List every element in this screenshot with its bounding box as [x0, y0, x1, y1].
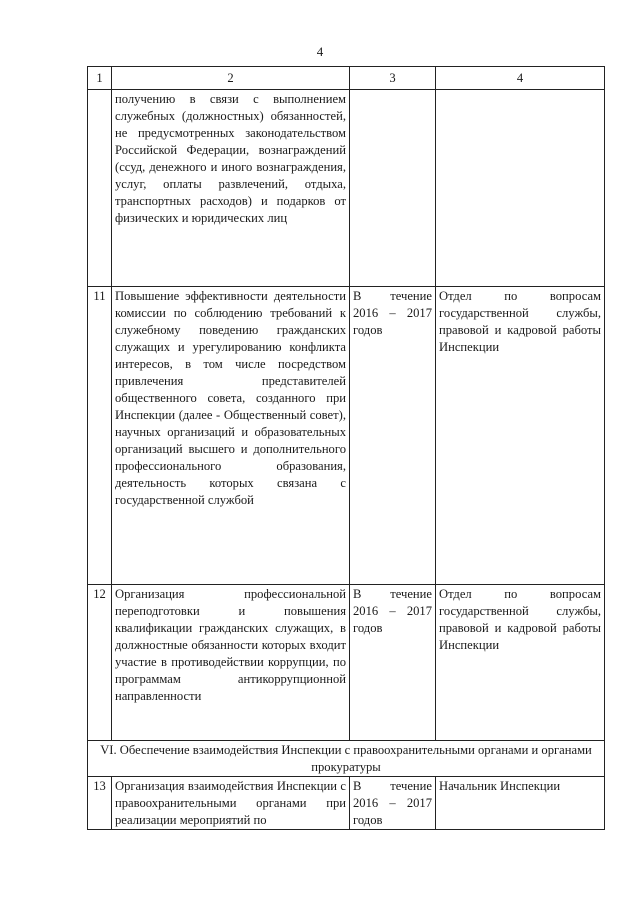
measure-term — [350, 90, 436, 287]
table-row — [88, 90, 605, 287]
measure-term: В течение 2016 – 2017 годов — [350, 585, 436, 741]
measure-description: Организация профессиональной переподготовки и повышения квалификации гражданских служащих, в должностные обязанности которых входит участие в противодействии коррупции, по программам антикоррупционной направленности — [112, 585, 350, 741]
responsible-unit: Отдел по вопросам государственной службы, правовой и кадровой работы Инспекции — [436, 585, 605, 741]
responsible-unit: Отдел по вопросам государственной службы, правовой и кадровой работы Инспекции — [436, 287, 605, 585]
responsible-unit — [436, 90, 605, 287]
header-cell-3: 3 — [350, 67, 436, 90]
table-row — [88, 777, 605, 830]
measure-description: Организация взаимодействия Инспекции с правоохранительными органами при реализации мероприятий по — [112, 777, 350, 830]
measure-description: Повышение эффективности деятельности комиссии по соблюдению требований к служебному поведению гражданских служащих и урегулированию конфликта интересов, в том числе посредством привлечения представителей общественного совета, созданного при Инспекции (далее - Общественный совет), научных организаций и образовательных организаций высшего и дополнительного профессионального образования, деятельность которых связана с государственной службой — [112, 287, 350, 585]
row-number — [88, 90, 112, 287]
header-cell-2: 2 — [112, 67, 350, 90]
page-number: 4 — [316, 44, 324, 59]
row-number: 12 — [88, 585, 112, 741]
header-cell-1: 1 — [88, 67, 112, 90]
responsible-unit: Начальник Инспекции — [436, 777, 605, 830]
row-number: 11 — [88, 287, 112, 585]
measure-term: В течение 2016 – 2017 годов — [350, 287, 436, 585]
table-header-row — [88, 67, 605, 90]
section-row — [88, 741, 605, 777]
row-number: 13 — [88, 777, 112, 830]
section-heading: VI. Обеспечение взаимодействия Инспекции с правоохранительными органами и органами прокуратуры — [88, 741, 605, 777]
measure-term: В течение 2016 – 2017 годов — [350, 777, 436, 830]
table-row — [88, 585, 605, 741]
table-row — [88, 287, 605, 585]
plan-table — [87, 66, 605, 830]
measure-description: получению в связи с выполнением служебных (должностных) обязанностей, не предусмотренных законодательством Российской Федерации, вознаграждений (ссуд, денежного и иного вознаграждения, услуг, оплаты развлечений, отдыха, транспортных расходов) и подарков от физических и юридических лиц — [112, 90, 350, 287]
header-cell-4: 4 — [436, 67, 605, 90]
